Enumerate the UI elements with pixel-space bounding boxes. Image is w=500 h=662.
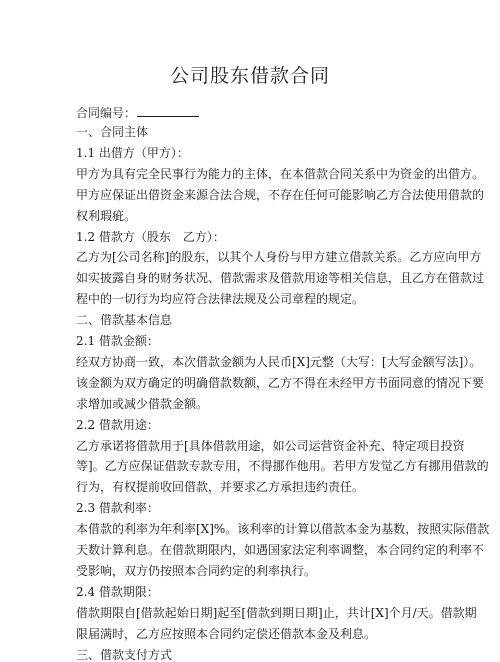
paragraph-line: 求增加或减少借款金额。 (76, 396, 209, 411)
paragraph-line: 甲方为具有完全民事行为能力的主体，在本借款合同关系中为资金的出借方。 (76, 166, 485, 181)
paragraph-line: 乙方为[公司名称]的股东，以其个人身份与甲方建立借款关系。乙方应向甲方 (76, 250, 482, 265)
paragraph-line: 权利瑕疵。 (76, 208, 137, 223)
paragraph-line: 程中的一切行为均应符合法律法规及公司章程的规定。 (76, 292, 365, 307)
section-heading: 一、合同主体 (76, 125, 149, 139)
section-heading: 2.4 借款期限： (76, 584, 159, 599)
paragraph-line: 乙方承诺将借款用于[具体借款用途，如公司运营资金补充、特定项目投资 (76, 438, 465, 453)
paragraph-line: 该金额为双方确定的明确借款数额，乙方不得在未经甲方书面同意的情况下要 (76, 375, 485, 390)
paragraph-line: 如实披露自身的财务状况、借款需求及借款用途等相关信息，且乙方在借款过 (76, 271, 485, 286)
paragraph-line: 借款期限自[借款起始日期]起至[借款到期日期]止，共计[X]个月/天。借款期 (76, 605, 477, 620)
paragraph-line: 行为，有权提前收回借款，并要求乙方承担违约责任。 (76, 480, 365, 495)
paragraph-line: 经双方协商一致，本次借款金额为人民币[X]元整（大写：[大写金额写法]）。 (76, 354, 482, 369)
section-heading: 二、借款基本信息 (76, 313, 173, 328)
document-title: 公司股东借款合同 (169, 65, 330, 87)
contract-number-row (76, 105, 436, 120)
contract-number-label: 合同编号： (76, 106, 137, 120)
section-heading: 1.2 借款方（股东 乙方）： (76, 229, 225, 244)
paragraph-line: 本借款的利率为年利率[X]%。该利率的计算以借款本金为基数，按照实际借款 (76, 522, 490, 537)
paragraph-line: 限届满时，乙方应按照本合同约定偿还借款本金及利息。 (76, 626, 377, 641)
section-heading: 2.1 借款金额： (76, 334, 159, 348)
paragraph-line: 甲方应保证出借资金来源合法合规，不存在任何可能影响乙方合法使用借款的 (76, 187, 485, 202)
paragraph-line: 受影响，双方仍按照本合同约定的利率执行。 (76, 563, 317, 578)
section-heading: 2.2 借款用途： (76, 417, 159, 432)
paragraph-line: 等]。乙方应保证借款专款专用，不得挪作他用。若甲方发觉乙方有挪用借款的 (76, 459, 489, 474)
paragraph-line: 天数计算利息。在借款期限内，如遇国家法定利率调整，本合同约定的利率不 (76, 543, 485, 557)
section-heading: 三、借款支付方式 (76, 647, 173, 662)
section-heading: 2.3 借款利率： (76, 501, 159, 516)
section-heading: 1.1 出借方（甲方）： (76, 145, 189, 160)
contract-number-blank (137, 105, 199, 117)
